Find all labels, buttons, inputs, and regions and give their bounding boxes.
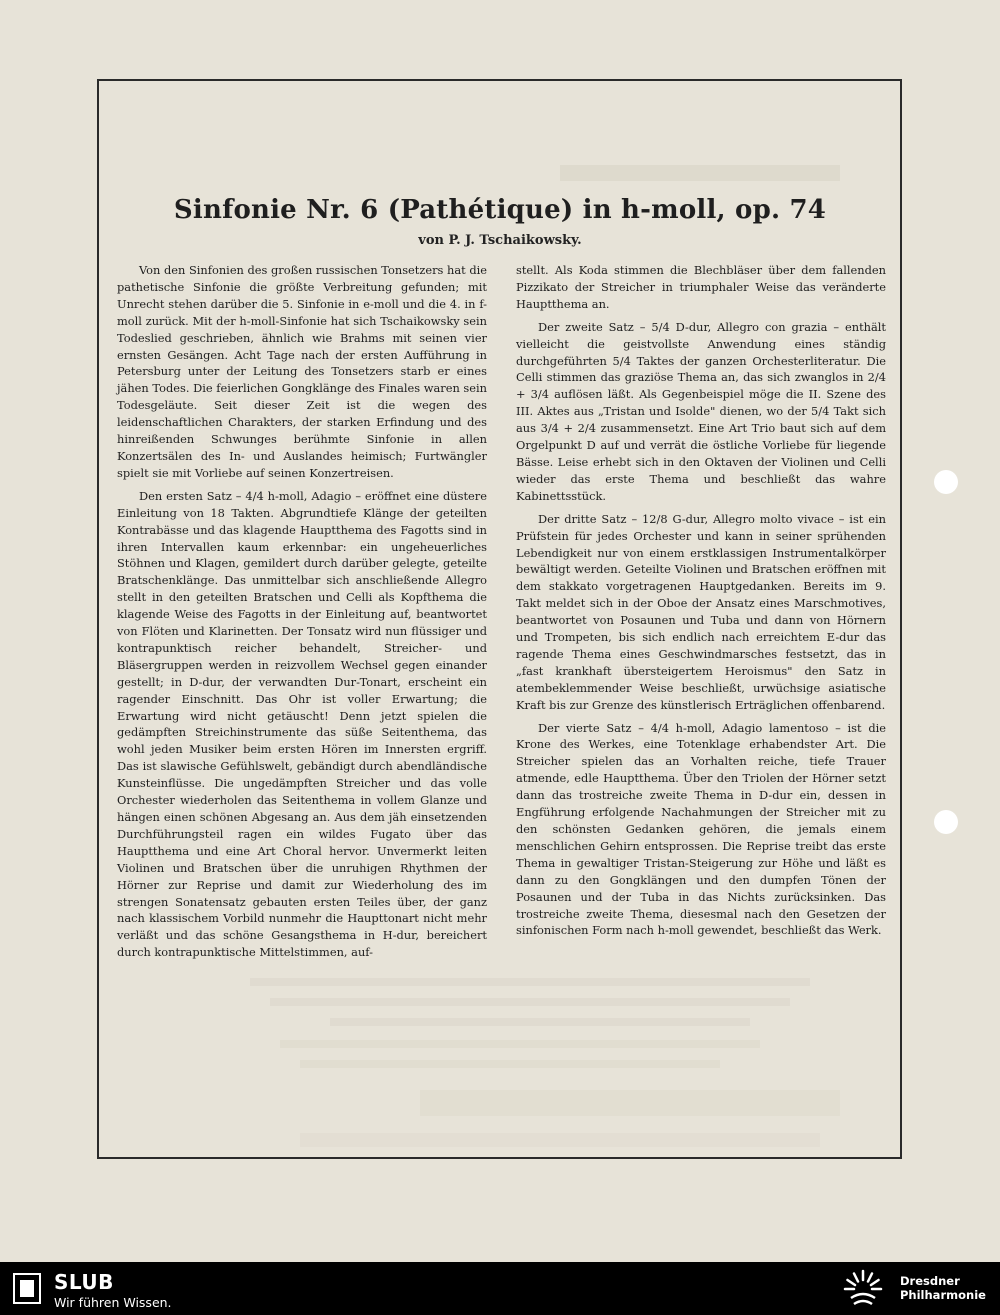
paragraph-intro: Von den Sinfonien des großen russischen Tonsetzers hat die pathetische Sinfonie die größte Verbreitung gefunden; mit Unrecht stehen darüber die 5. Sinfonie in e-moll und die 4. in f-moll zurück. Mit der h-moll-Sinfonie hat sich Tschaikowsky sein Todeslied geschrieben, ähnlich wie Brahms mit seinen vier ernsten Gesängen. Acht Tage nach der ersten Aufführung in Petersburg unter der Leitung des Tonsetzers starb er eines jähen Todes. Die feierlichen Gongklänge des Finales waren sein Todesgeläute. Seit dieser Zeit ist die wegen des leidenschaftlichen Charakters, der starken Erfindung und des hinreißenden Schwunges berühmte Sinfonie in allen Konzertsälen des In- und Auslandes heimisch; Furtwängler spielt sie mit Vorliebe auf seinen Konzertreisen. — [117, 263, 488, 480]
right-column — [516, 262, 886, 945]
punch-hole-bottom — [934, 810, 958, 834]
composer-byline: von P. J. Tschaikowsky. — [418, 233, 582, 248]
partner-name-line2: Philharmonie — [900, 1288, 986, 1302]
paragraph-first-movement: Den ersten Satz – 4/4 h-moll, Adagio – eröffnet eine düstere Einleitung von 18 Takten. Abgrundtiefe Klänge der geteilten Kontrabässe und das klagende Hauptthema des Fagotts sind in ihren Intervallen kaum erkennbar: ein ungeheuerliches Stöhnen und Klagen, gemildert durch darüber gelegte, geteilte Bratschenklänge. Das unmittelbar sich anschließende Allegro stellt in den geteilten Bratschen und Celli als Kopfthema die klagende Weise des Fagotts in der Einleitung auf, beantwortet von Flöten und Klarinetten. Der Tonsatz wird nun flüssiger und kontrapunktisch reicher behandelt, Streicher- und Bläsergruppen werden in reizvollem Wechsel gegen einander gestellt; in D-dur, der verwandten Dur-Tonart, erscheint ein ragender Einschnitt. Das Ohr ist voller Erwartung; die Erwartung wird nicht getäuscht! Denn jetzt spielen die gedämpften Streichinstrumente das süße Seitenthema, das wohl jeden Musiker beim ersten Hören im Innersten ergriff. Das ist slawische Gefühlswelt, gebändigt durch abendländische Kunsteinflüsse. Die ungedämpften Streicher und das volle Orchester wiederholen das Seitenthema in vollem Glanze und hängen einen schönen Abgesang an. Aus dem jäh einsetzenden Durchführungsteil ragen ein wildes Fugato über das Hauptthema und eine Art Choral hervor. Unvermerkt leiten Violinen und Bratschen über die unruhigen Rhythmen der Hörner zur Reprise und damit zur Wiederholung des im strengen Sonatensatz gebauten ersten Teiles über, der ganz nach klassischem Vorbild nunmehr die Haupttonart nicht mehr verläßt und das schöne Gesangsthema in H-dur, bereichert durch kontrapunktische Mittelstimmen, auf- — [117, 488, 487, 960]
slub-logo-icon — [12, 1272, 42, 1305]
punch-hole-top — [934, 470, 958, 494]
library-slogan: Wir führen Wissen. — [54, 1295, 172, 1310]
philharmonie-logo-icon — [842, 1268, 884, 1310]
document-title: Sinfonie Nr. 6 (Pathétique) in h-moll, op. 74 — [173, 195, 827, 225]
paragraph-second-movement: Der zweite Satz – 5/4 D-dur, Allegro con grazia – enthält vielleicht die geistvollste Anwendung eines ständig durchgeführten 5/4 Taktes der ganzen Orchesterliteratur. Die Celli stimmen das graziöse Thema an, das sich zwanglos in 2/4 + 3/4 auflösen läßt. Als Gegenbeispiel möge die II. Szene des III. Aktes aus „Tristan und Isolde" dienen, wo der 5/4 Takt sich aus 3/4 + 2/4 zusammensetzt. Eine Art Trio baut sich auf dem Orgelpunkt D auf und verrät die östliche Vorliebe für liegende Bässe. Leise erhebt sich in den Oktaven der Violinen und Celli wieder das erste Thema und beschließt das wahre Kabinettsstück. — [516, 319, 886, 503]
library-name[interactable]: SLUB — [54, 1270, 114, 1294]
paragraph-fourth-movement: Der vierte Satz – 4/4 h-moll, Adagio lamentoso – ist die Krone des Werkes, eine Totenklage erhabendster Art. Die Streicher spielen das an Vorhalten reiche, tiefe Trauer atmende, edle Hauptthema. Über den Triolen der Hörner setzt dann das trostreiche zweite Thema in D-dur ein, dessen in Engführung erfolgende Nachahmungen der Streicher mit zu den schönsten Gedanken gehören, die jemals einem menschlichen Gehirn entsprossen. Die Reprise treibt das erste Thema in gewaltiger Tristan-Steigerung zur Höhe und läßt es dann zu den Gongklängen und den dumpfen Tönen der Posaunen und der Tuba in das Nichts zurücksinken. Das trostreiche zweite Thema, diesesmal nach den Gesetzen der sinfonischen Form nach h-moll gewendet, beschließt das Werk. — [516, 720, 886, 938]
left-column — [117, 262, 487, 967]
footer-bar — [0, 1262, 1000, 1315]
partner-name-line1: Dresdner — [900, 1274, 960, 1288]
paragraph-third-movement: Der dritte Satz – 12/8 G-dur, Allegro molto vivace – ist ein Prüfstein für jedes Orchester und kann in seiner sprühenden Lebendigkeit nur von einem erstklassigen Instrumentalkörper bewältigt werden. Geteilte Violinen und Bratschen eröffnen mit dem stakkato vorgetragenen Hauptgedanken. Bereits im 9. Takt meldet sich in der Oboe der Ansatz eines Marschmotives, beantwortet von Posaunen und Tuba und dann von Hörnern und Trompeten, bis sich endlich nach erreichtem E-dur das ragende Thema eines Geschwindmarsches festsetzt, das in „fast krankhaft übersteigertem Heroismus" den Satz in atembeklemmender Weise beschließt, urwüchsige asiatische Kraft bis zur Grenze des künstlerisch Erträglichen offenbarend. — [516, 511, 886, 712]
paragraph-first-movement-continued: stellt. Als Koda stimmen die Blechbläser über dem fallenden Pizzikato der Streicher in triumphaler Weise das veränderte Hauptthema an. — [516, 263, 886, 311]
partner-name[interactable] — [900, 1274, 986, 1302]
